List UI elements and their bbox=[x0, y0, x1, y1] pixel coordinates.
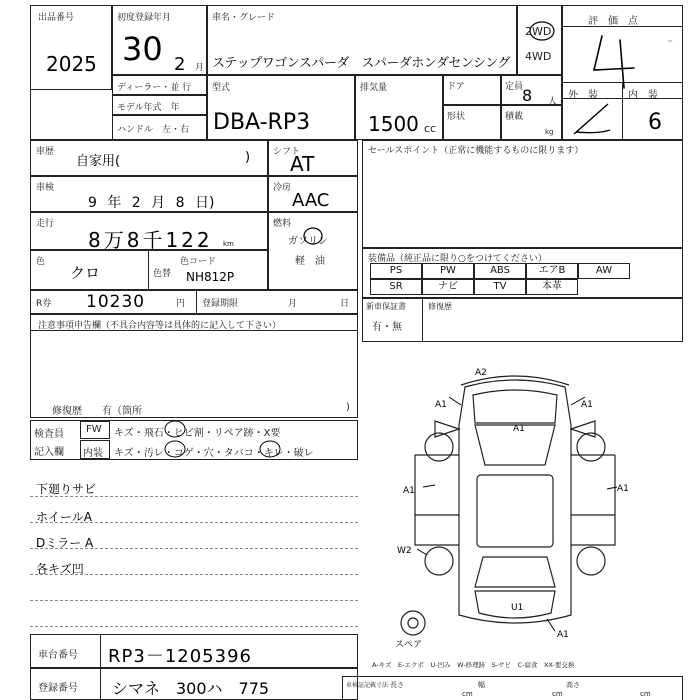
diagram-legend: A-キズ E-エクボ U-凹み W-修理跡 S-サビ C-腐食 XX-要交換 bbox=[372, 661, 575, 669]
ac-label: 冷房 bbox=[273, 183, 292, 193]
shift-label: シフト bbox=[273, 147, 301, 157]
car-damage-diagram bbox=[395, 365, 635, 650]
manual-label: 新車保証書 bbox=[366, 302, 406, 311]
plate-label: 登録番号 bbox=[38, 683, 78, 694]
exterior-value-drawing bbox=[568, 100, 618, 138]
equipment-item: PW bbox=[422, 263, 474, 279]
color-label: 色 bbox=[36, 257, 46, 267]
note-line-3: Dミラー A bbox=[36, 536, 94, 550]
usage-row bbox=[30, 140, 268, 176]
size-height-unit: cm bbox=[640, 690, 651, 698]
notes-repair-close: ) bbox=[346, 402, 350, 413]
equipment-item: TV bbox=[474, 279, 526, 295]
mark-a1-rear: A1 bbox=[557, 630, 569, 640]
fuel-diesel: 軽 油 bbox=[295, 256, 325, 267]
equipment-title: 装備品（純正品に限り○をつけてください） bbox=[368, 254, 547, 264]
interior-items-label: 内装 bbox=[83, 448, 103, 459]
displacement-label: 排気量 bbox=[360, 83, 388, 93]
recycle-value: 10230 bbox=[86, 292, 146, 312]
size-length-unit: cm bbox=[462, 690, 473, 698]
fuel-label: 燃料 bbox=[273, 219, 292, 229]
deadline-day: 日 bbox=[340, 299, 350, 309]
notes-repair-history: 修復歴 有（箇所 bbox=[52, 406, 142, 417]
inspection-label: 車検 bbox=[36, 183, 55, 193]
mark-w2: W2 bbox=[397, 546, 412, 556]
doors-label: ドア bbox=[447, 82, 465, 92]
color-code-value: NH812P bbox=[186, 270, 235, 284]
plate-value: シマネ 300ハ 775 bbox=[112, 679, 270, 698]
usage-value: 自家用( bbox=[76, 154, 121, 169]
displacement-unit: cc bbox=[424, 122, 437, 135]
lot-label: 出品番号 bbox=[38, 13, 75, 23]
size-length-label: 長さ bbox=[390, 681, 404, 689]
displacement-value: 1500 bbox=[368, 112, 419, 136]
usage-label: 車歴 bbox=[36, 147, 55, 157]
fw-label: FW bbox=[86, 424, 102, 435]
model-label: 型式 bbox=[212, 83, 231, 93]
color-change-label: 色替 bbox=[153, 269, 172, 279]
interior-label: 内 装 bbox=[628, 90, 658, 101]
repair-label: 修復歴 bbox=[428, 302, 452, 311]
model-year-label: モデル年式 年 bbox=[117, 103, 180, 113]
note-ruling-line bbox=[30, 626, 358, 627]
inspector-label1: 検査員 bbox=[34, 429, 64, 440]
dealer-label: ディーラー・並 行 bbox=[117, 83, 192, 93]
interior-mark-circle-2 bbox=[258, 439, 282, 459]
mark-a1-right-side: A1 bbox=[617, 484, 629, 494]
mileage-label: 走行 bbox=[36, 219, 55, 229]
shape-label: 形状 bbox=[447, 112, 466, 122]
header-cut-text: ｰ bbox=[668, 37, 673, 47]
note-ruling-line bbox=[30, 600, 358, 601]
ac-value: AAC bbox=[292, 190, 330, 211]
inspector-label2: 記入欄 bbox=[34, 447, 64, 458]
handle-label: ハンドル 左・右 bbox=[117, 125, 190, 135]
exterior-label: 外 装 bbox=[568, 90, 598, 101]
fuel-gas-circle bbox=[302, 226, 324, 246]
size-height-label: 高さ bbox=[566, 681, 580, 689]
lot-number: 2025 bbox=[46, 52, 97, 76]
note-line-1: 下廻りサビ bbox=[36, 482, 97, 496]
deadline-label: 登録期限 bbox=[202, 299, 239, 309]
usage-close: ) bbox=[245, 150, 251, 165]
equipment-item: ABS bbox=[474, 263, 526, 279]
size-label: 車検証記載寸法 bbox=[346, 682, 389, 689]
recycle-row bbox=[30, 290, 358, 314]
interior-value: 6 bbox=[648, 110, 662, 135]
drive-2wd: 2WD bbox=[525, 25, 552, 38]
mark-a1-hood: A1 bbox=[513, 424, 525, 434]
first-reg-year: 30 bbox=[122, 30, 163, 68]
sales-point-title: セールスポイント（正常に機能するものに限ります） bbox=[368, 146, 584, 156]
first-reg-label: 初度登録年月 bbox=[117, 13, 172, 23]
color-code-label: 色コード bbox=[180, 257, 217, 267]
mark-a2: A2 bbox=[475, 368, 487, 378]
equipment-item: AW bbox=[578, 263, 630, 279]
manual-value: 有・無 bbox=[372, 322, 402, 333]
fw-mark-circle bbox=[163, 419, 187, 439]
note-line-2: ホイールA bbox=[36, 510, 92, 524]
capacity-label: 定員 bbox=[505, 82, 524, 92]
mileage-unit: km bbox=[223, 240, 234, 248]
capacity-value: 8 bbox=[522, 86, 533, 105]
recycle-label: R券 bbox=[36, 299, 52, 309]
chassis-label: 車台番号 bbox=[38, 650, 78, 661]
drive-2wd-circle bbox=[527, 20, 557, 42]
equipment-item: エアB bbox=[526, 263, 578, 279]
equipment-item: SR bbox=[370, 279, 422, 295]
notes-title: 注意事項申告欄（不具合内容等は具体的に記入して下さい） bbox=[38, 321, 282, 331]
equipment-item: 本革 bbox=[526, 279, 578, 295]
shift-value: AT bbox=[290, 152, 315, 176]
chassis-value: RP3－1205396 bbox=[108, 646, 252, 667]
note-line-4: 各キズ凹 bbox=[36, 562, 84, 576]
mark-a1-front-left: A1 bbox=[435, 400, 447, 410]
size-width-unit: cm bbox=[552, 690, 563, 698]
interior-items: キズ・汚レ・コゲ・穴・タバコ・キレ・破レ bbox=[114, 448, 314, 459]
size-width-label: 幅 bbox=[478, 681, 485, 689]
model-value: DBA-RP3 bbox=[213, 110, 311, 135]
color-value: クロ bbox=[70, 264, 101, 282]
name-grade-label: 車名・グレード bbox=[212, 13, 276, 23]
equipment-item: ナビ bbox=[422, 279, 474, 295]
sales-point-box bbox=[362, 140, 683, 248]
mark-u1: U1 bbox=[511, 603, 524, 613]
score-label: 評 価 点 bbox=[588, 16, 638, 27]
capacity-unit: 人 bbox=[548, 97, 558, 107]
month-unit: 月 bbox=[195, 63, 205, 73]
first-reg-month: 2 bbox=[174, 54, 186, 75]
score-value-drawing bbox=[590, 30, 650, 90]
equipment-item: PS bbox=[370, 263, 422, 279]
mileage-value: 8万8千122 bbox=[88, 228, 213, 252]
drive-4wd: 4WD bbox=[525, 50, 552, 63]
recycle-unit: 円 bbox=[176, 299, 186, 309]
interior-mark-circle bbox=[163, 439, 187, 459]
fuel-gas: ガソリン bbox=[288, 236, 328, 247]
name-grade-value: ステップワゴンスパーダ スパーダホンダセンシング bbox=[212, 56, 510, 71]
mark-a1-front-right: A1 bbox=[581, 400, 593, 410]
fw-items: キズ・飛石・ヒビ割・リペア跡・X要 bbox=[114, 428, 281, 439]
spare-label: スペア bbox=[395, 640, 423, 650]
load-label: 積載 bbox=[505, 112, 524, 122]
load-unit: kg bbox=[545, 128, 554, 136]
mark-a1-left-side: A1 bbox=[403, 486, 415, 496]
inspection-value: 9 年 2 月 8 日) bbox=[88, 195, 215, 211]
deadline-month: 月 bbox=[288, 299, 298, 309]
owner-box bbox=[362, 298, 683, 342]
